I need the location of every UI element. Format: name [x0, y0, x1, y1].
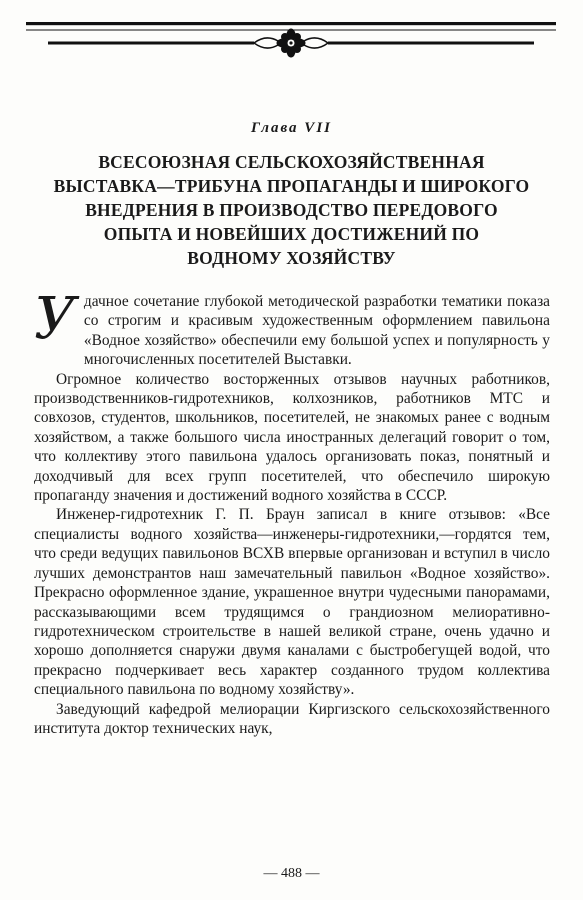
chapter-label: Глава VII	[251, 120, 332, 136]
paragraph-4: Заведующий кафедрой мелиорации Киргизского сельскохозяйственного института доктор технических наук,	[34, 700, 550, 737]
title-line: ВНЕДРЕНИЯ В ПРОИЗВОДСТВО ПЕРЕДОВОГО	[85, 200, 498, 220]
paragraph-3: Инженер-гидротехник Г. П. Браун записал в книге отзывов: «Все специалисты водного хозяйства—инженеры-гидротехники,—гордятся тем, что среди ведущих павильонов ВСХВ впервые организован и вступил в число лучших демонстрантов наш замечательный павильон «Водное хозяйство». Прекрасно оформленное здание, украшенное внутри чудесными панорамами, рассказывающими всем трудящимся о грандиозном мелиоративно-гидротехническом строительстве в нашей великой стране, очень удачно и хорошо дополняется снаружи двумя каналами с быстробегущей водой, что прекрасно подчеркивает весь характер созданного трудом коллектива специального павильона по водному хозяйству».	[34, 506, 550, 699]
paragraph-text: дачное сочетание глубокой методической разработки тематики показа со строгим и красивым художественным оформлением павильона «Водное хозяйство» обеспечили ему большой успех и популярность у многочисленных посетителей Выставки.	[83, 293, 550, 369]
page-number: — 488 —	[263, 866, 320, 881]
title-line: ОПЫТА И НОВЕЙШИХ ДОСТИЖЕНИЙ ПО	[103, 224, 480, 244]
drop-cap: У	[34, 284, 76, 352]
flower-ornament-icon	[26, 22, 556, 58]
title-line: ВЫСТАВКА—ТРИБУНА ПРОПАГАНДЫ И ШИРОКОГО	[53, 176, 530, 196]
body-text	[34, 284, 550, 738]
title-line: ВОДНОМУ ХОЗЯЙСТВУ	[187, 248, 396, 268]
chapter-title	[34, 150, 549, 270]
paragraph-1	[34, 284, 550, 370]
paragraph-2: Огромное количество восторженных отзывов научных работников, производственников-гидротехников, колхозников, работников МТС и совхозов, студентов, школьников, посетителей, не знакомых ранее с водным хозяйством, а также большого числа иностранных делегаций говорит о том, что коллективу этого павильона удалось организовать показ, понятный и доходчивый для всех групп посетителей, что обеспечило широкую пропаганду значения и достижений водного хозяйства в СССР.	[34, 370, 550, 505]
title-line: ВСЕСОЮЗНАЯ СЕЛЬСКОХОЗЯЙСТВЕННАЯ	[98, 152, 485, 172]
